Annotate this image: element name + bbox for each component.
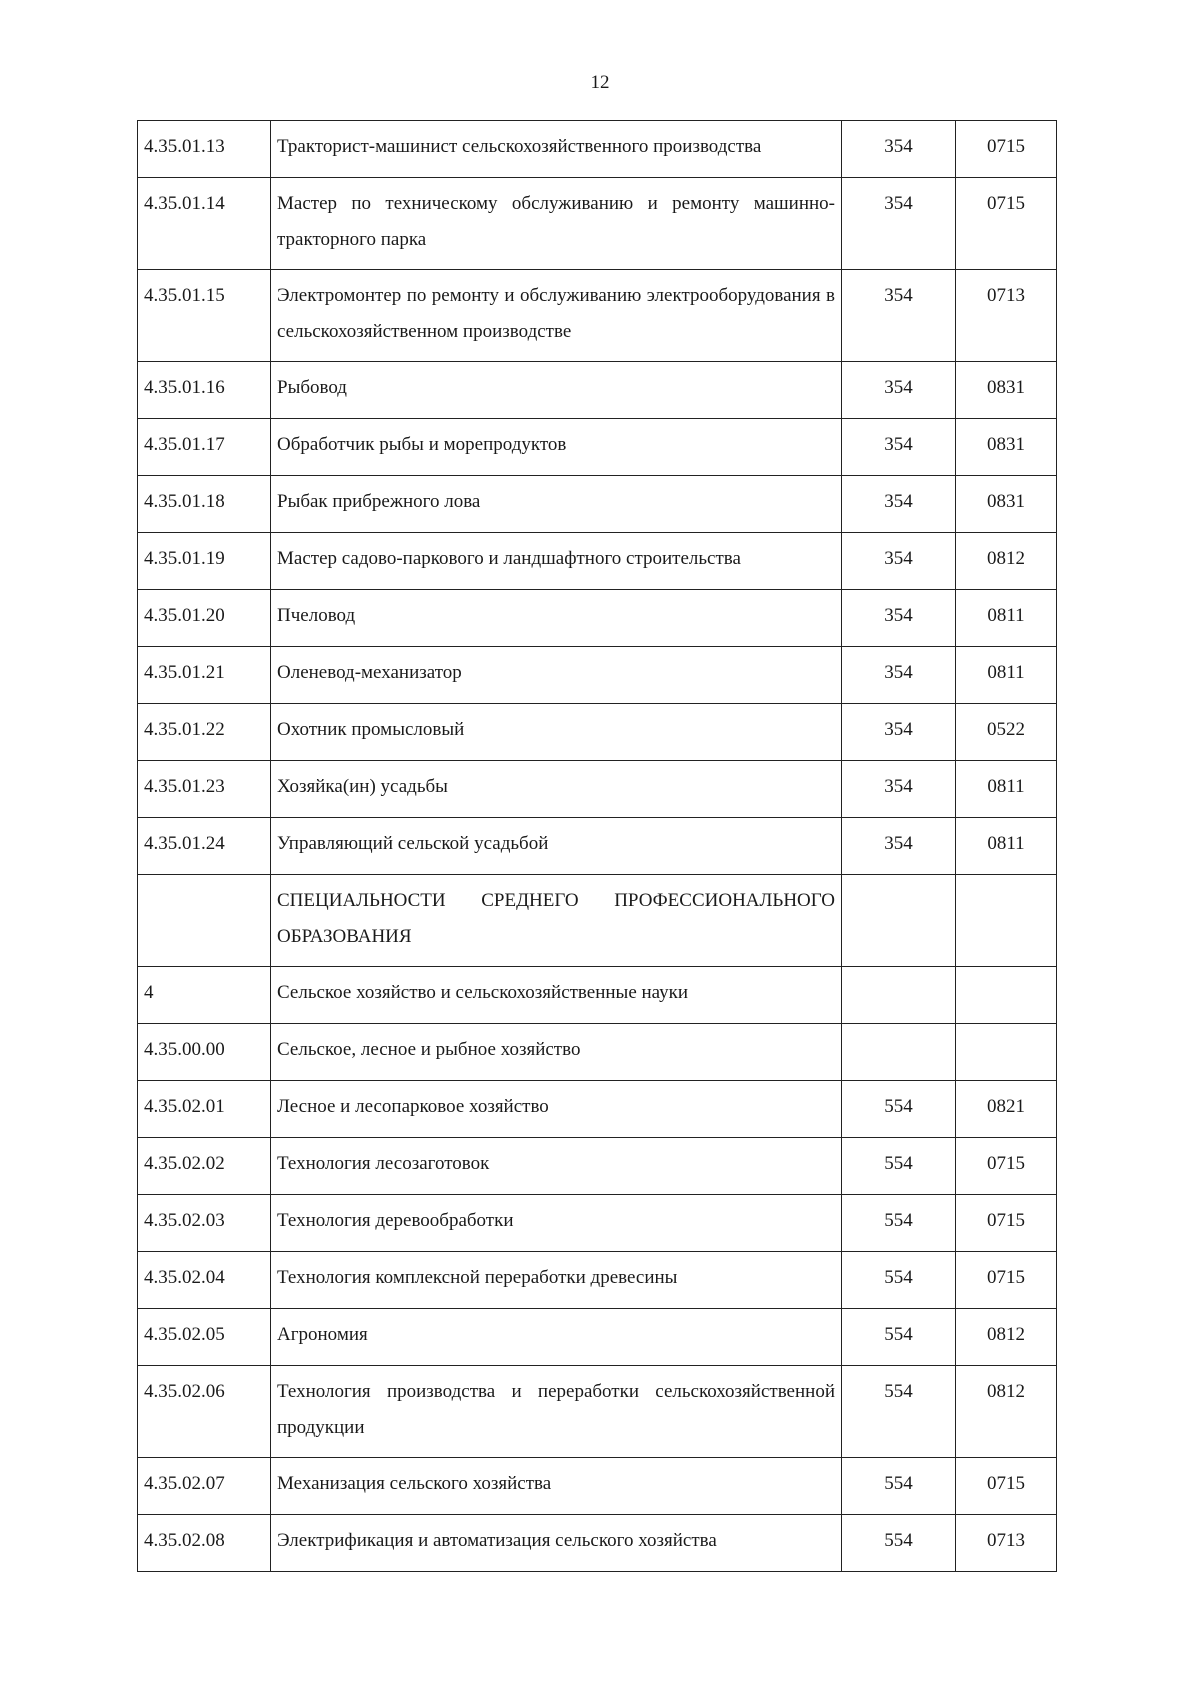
table-row <box>138 1515 1057 1572</box>
table-row <box>138 1458 1057 1515</box>
page-number: 12 <box>590 72 610 93</box>
name-cell: Технология комплексной переработки древесины <box>271 1252 842 1309</box>
code-cell: 4.35.02.08 <box>138 1515 271 1572</box>
section-heading: СПЕЦИАЛЬНОСТИ СРЕДНЕГО ПРОФЕССИОНАЛЬНОГО ОБРАЗОВАНИЯ <box>271 875 842 967</box>
isced-cell: 0713 <box>956 1515 1057 1572</box>
code-cell: 4 <box>138 967 271 1024</box>
isced-cell: 0821 <box>956 1081 1057 1138</box>
level-cell: 554 <box>842 1515 956 1572</box>
name-cell: Рыбак прибрежного лова <box>271 476 842 533</box>
level-cell: 354 <box>842 476 956 533</box>
code-cell: 4.35.01.15 <box>138 270 271 362</box>
code-cell: 4.35.01.24 <box>138 818 271 875</box>
name-cell: Технология деревообработки <box>271 1195 842 1252</box>
name-cell: Обработчик рыбы и морепродуктов <box>271 419 842 476</box>
code-cell: 4.35.02.05 <box>138 1309 271 1366</box>
table-row <box>138 1252 1057 1309</box>
table-row <box>138 761 1057 818</box>
isced-cell: 0713 <box>956 270 1057 362</box>
section-heading-row <box>138 875 1057 967</box>
isced-cell: 0522 <box>956 704 1057 761</box>
level-cell: 354 <box>842 121 956 178</box>
name-cell: Электромонтер по ремонту и обслуживанию электрооборудования в сельскохозяйственном производстве <box>271 270 842 362</box>
table-row <box>138 178 1057 270</box>
level-cell: 554 <box>842 1458 956 1515</box>
table-row <box>138 270 1057 362</box>
table-row <box>138 818 1057 875</box>
table-row <box>138 647 1057 704</box>
isced-cell <box>956 1024 1057 1081</box>
isced-cell: 0715 <box>956 178 1057 270</box>
table-row <box>138 419 1057 476</box>
level-cell: 354 <box>842 590 956 647</box>
code-cell <box>138 875 271 967</box>
table-row <box>138 1309 1057 1366</box>
code-cell: 4.35.01.20 <box>138 590 271 647</box>
isced-cell: 0831 <box>956 362 1057 419</box>
isced-cell: 0715 <box>956 1458 1057 1515</box>
level-cell: 554 <box>842 1309 956 1366</box>
code-cell: 4.35.01.13 <box>138 121 271 178</box>
level-cell: 554 <box>842 1138 956 1195</box>
level-cell <box>842 967 956 1024</box>
level-cell: 354 <box>842 761 956 818</box>
code-cell: 4.35.01.17 <box>138 419 271 476</box>
table-row <box>138 704 1057 761</box>
level-cell: 354 <box>842 270 956 362</box>
level-cell: 554 <box>842 1081 956 1138</box>
name-cell: Мастер садово-паркового и ландшафтного строительства <box>271 533 842 590</box>
code-cell: 4.35.01.21 <box>138 647 271 704</box>
name-cell: Технология производства и переработки сельскохозяйственной продукции <box>271 1366 842 1458</box>
code-cell: 4.35.01.19 <box>138 533 271 590</box>
name-cell: Тракторист-машинист сельскохозяйственного производства <box>271 121 842 178</box>
isced-cell: 0811 <box>956 761 1057 818</box>
level-cell: 354 <box>842 178 956 270</box>
isced-cell <box>956 875 1057 967</box>
code-cell: 4.35.02.01 <box>138 1081 271 1138</box>
table-row <box>138 476 1057 533</box>
isced-cell: 0811 <box>956 647 1057 704</box>
isced-cell: 0831 <box>956 419 1057 476</box>
isced-cell <box>956 967 1057 1024</box>
table-row <box>138 533 1057 590</box>
code-cell: 4.35.01.22 <box>138 704 271 761</box>
isced-cell: 0715 <box>956 121 1057 178</box>
table-row <box>138 1366 1057 1458</box>
table-row <box>138 121 1057 178</box>
isced-cell: 0811 <box>956 818 1057 875</box>
name-cell: Охотник промысловый <box>271 704 842 761</box>
isced-cell: 0715 <box>956 1138 1057 1195</box>
level-cell: 354 <box>842 419 956 476</box>
name-cell: Сельское, лесное и рыбное хозяйство <box>271 1024 842 1081</box>
group-row <box>138 1024 1057 1081</box>
isced-cell: 0812 <box>956 533 1057 590</box>
name-cell: Хозяйка(ин) усадьбы <box>271 761 842 818</box>
code-cell: 4.35.02.02 <box>138 1138 271 1195</box>
code-cell: 4.35.02.04 <box>138 1252 271 1309</box>
name-cell: Пчеловод <box>271 590 842 647</box>
level-cell: 554 <box>842 1366 956 1458</box>
name-cell: Сельское хозяйство и сельскохозяйственные науки <box>271 967 842 1024</box>
level-cell: 554 <box>842 1252 956 1309</box>
code-cell: 4.35.02.07 <box>138 1458 271 1515</box>
name-cell: Управляющий сельской усадьбой <box>271 818 842 875</box>
name-cell: Электрификация и автоматизация сельского хозяйства <box>271 1515 842 1572</box>
code-cell: 4.35.01.14 <box>138 178 271 270</box>
name-cell: Мастер по техническому обслуживанию и ремонту машинно-тракторного парка <box>271 178 842 270</box>
specialties-table <box>137 120 1057 1572</box>
isced-cell: 0715 <box>956 1195 1057 1252</box>
table-row <box>138 1195 1057 1252</box>
group-row <box>138 967 1057 1024</box>
level-cell <box>842 1024 956 1081</box>
name-cell: Оленевод-механизатор <box>271 647 842 704</box>
name-cell: Рыбовод <box>271 362 842 419</box>
isced-cell: 0831 <box>956 476 1057 533</box>
level-cell: 354 <box>842 818 956 875</box>
table-row <box>138 1081 1057 1138</box>
table-row <box>138 362 1057 419</box>
table-row <box>138 590 1057 647</box>
level-cell <box>842 875 956 967</box>
name-cell: Агрономия <box>271 1309 842 1366</box>
level-cell: 354 <box>842 647 956 704</box>
code-cell: 4.35.02.06 <box>138 1366 271 1458</box>
name-cell: Лесное и лесопарковое хозяйство <box>271 1081 842 1138</box>
code-cell: 4.35.01.18 <box>138 476 271 533</box>
code-cell: 4.35.00.00 <box>138 1024 271 1081</box>
isced-cell: 0812 <box>956 1309 1057 1366</box>
name-cell: Технология лесозаготовок <box>271 1138 842 1195</box>
isced-cell: 0715 <box>956 1252 1057 1309</box>
level-cell: 554 <box>842 1195 956 1252</box>
level-cell: 354 <box>842 533 956 590</box>
level-cell: 354 <box>842 362 956 419</box>
code-cell: 4.35.01.16 <box>138 362 271 419</box>
code-cell: 4.35.02.03 <box>138 1195 271 1252</box>
level-cell: 354 <box>842 704 956 761</box>
code-cell: 4.35.01.23 <box>138 761 271 818</box>
isced-cell: 0811 <box>956 590 1057 647</box>
table-row <box>138 1138 1057 1195</box>
isced-cell: 0812 <box>956 1366 1057 1458</box>
name-cell: Механизация сельского хозяйства <box>271 1458 842 1515</box>
